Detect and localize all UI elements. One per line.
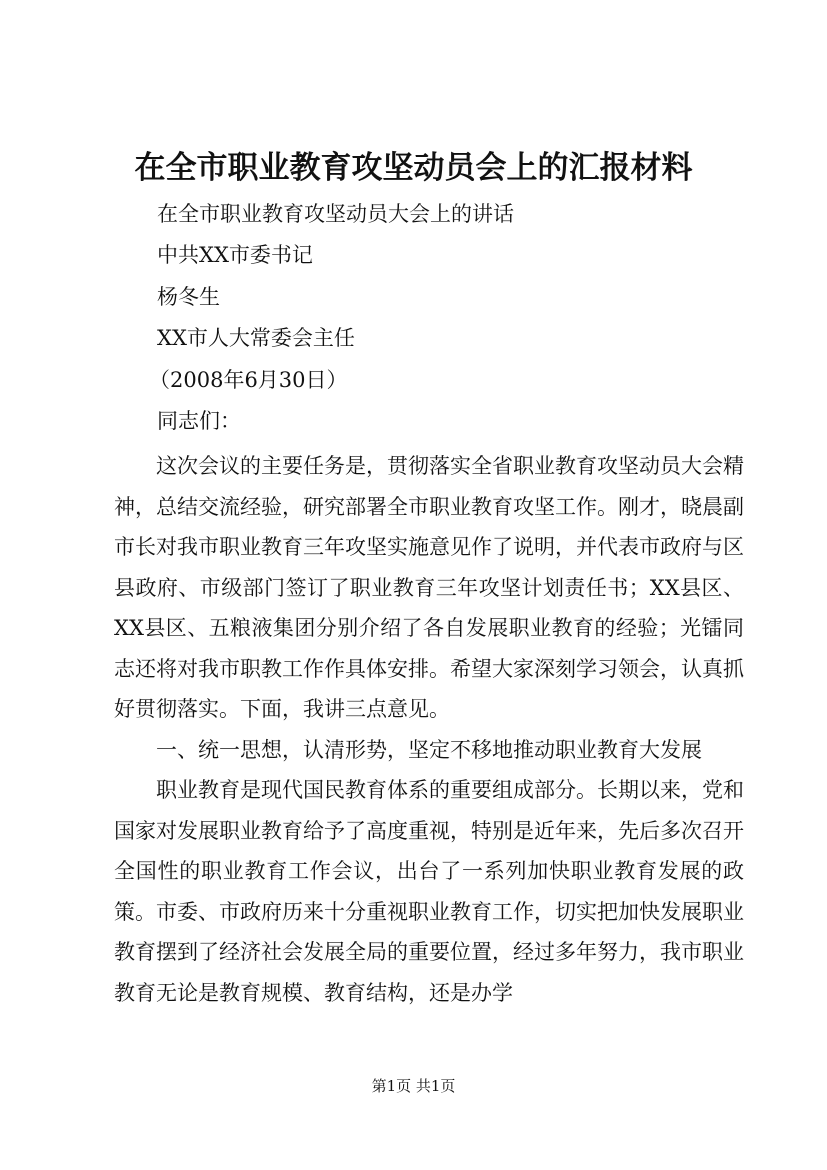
- speaker-name: 杨冬生: [157, 285, 220, 309]
- body-paragraph: 职业教育是现代国民教育体系的重要组成部分。长期以来，党和国家对发展职业教育给予了高度重视，特别是近年来，先后多次召开全国性的职业教育工作会议，出台了一系列加快职业教育发展的政策。市委、市政府历来十分重视职业教育工作，切实把加快发展职业教育摆到了经济社会发展全局的重要位置，经过多年努力，我市职业教育无论是教育规模、教育结构，还是办学: [114, 778, 744, 1005]
- speech-date: （2008年6月30日）: [149, 368, 348, 392]
- document-body: [114, 446, 744, 1013]
- speaker-role: XX市人大常委会主任: [157, 326, 355, 350]
- body-paragraph: 这次会议的主要任务是，贯彻落实全省职业教育攻坚动员大会精神，总结交流经验，研究部署全市职业教育攻坚工作。刚才，晓晨副市长对我市职业教育三年攻坚实施意见作了说明，并代表市政府与区县政府、市级部门签订了职业教育三年攻坚计划责任书；XX县区、XX县区、五粮液集团分别介绍了各自发展职业教育的经验；光镭同志还将对我市职教工作作具体安排。希望大家深刻学习领会，认真抓好贯彻落实。下面，我讲三点意见。: [114, 454, 744, 721]
- document-title: 在全市职业教育攻坚动员会上的汇报材料: [134, 150, 693, 186]
- speech-subtitle: 在全市职业教育攻坚动员大会上的讲话: [157, 202, 514, 226]
- salutation: 同志们：: [157, 409, 241, 433]
- section-heading: 一、统一思想，认清形势，坚定不移地推动职业教育大发展: [156, 737, 702, 762]
- page-footer: 第1页 共1页: [371, 1077, 456, 1095]
- speaker-organization: 中共XX市委书记: [157, 243, 313, 267]
